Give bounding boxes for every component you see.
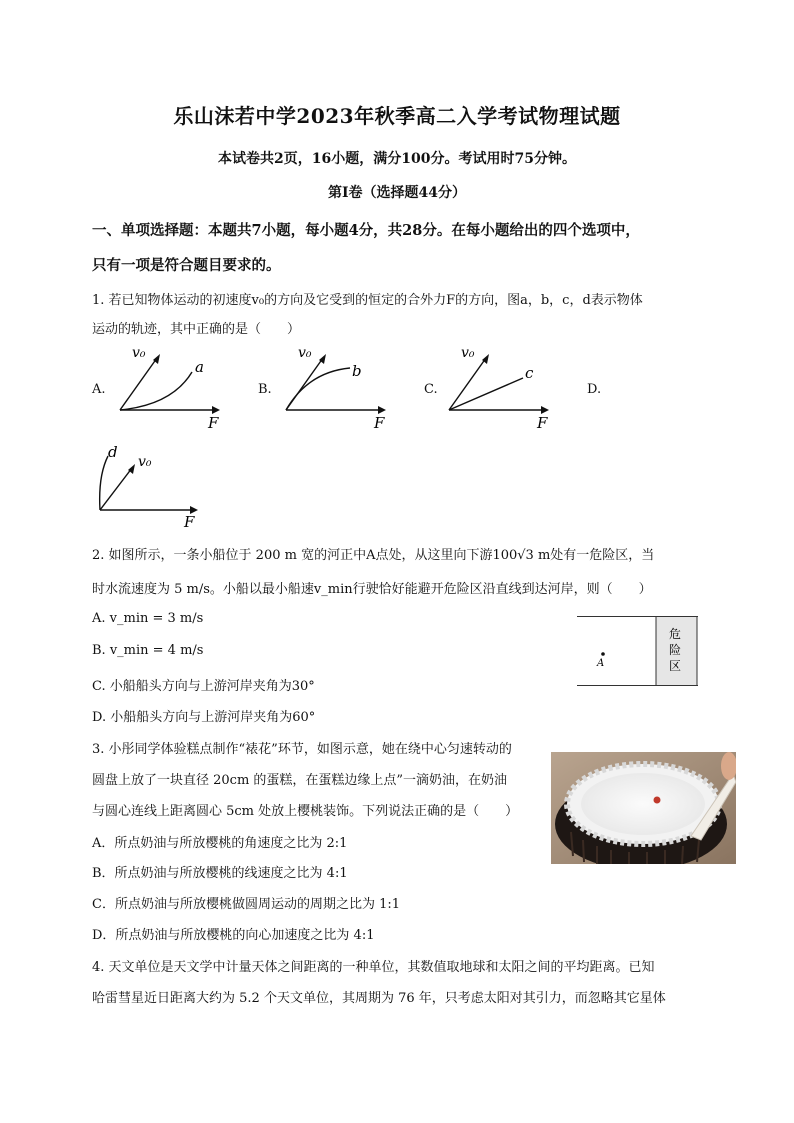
q2-option-b: B. v_min = 4 m/s <box>92 643 204 658</box>
q4-stem-line2: 哈雷彗星近日距离大约为 5.2 个天文单位，其周期为 76 年，只考虑太阳对其引力，而忽略其它星体 <box>92 991 666 1006</box>
q3-option-b: B．所点奶油与所放樱桃的线速度之比为 4:1 <box>92 866 348 881</box>
q3-option-d: D．所点奶油与所放樱桃的向心加速度之比为 4:1 <box>92 928 375 943</box>
q2-option-d: D. 小船船头方向与上游河岸夹角为60° <box>92 710 316 725</box>
q2-stem-line2: 时水流速度为 5 m/s。小船以最小船速v_min行驶恰好能避开危险区沿直线到达河岸，则（ ） <box>92 582 652 597</box>
q1-diagram-b <box>278 340 393 432</box>
q2-option-c: C. 小船船头方向与上游河岸夹角为30° <box>92 679 315 694</box>
q2-stem-line1: 2. 如图所示，一条小船位于 200 m 宽的河正中A点处，从这里向下游100√3 m处有一危险区，当 <box>92 548 655 563</box>
q1-diagram-a <box>112 340 227 432</box>
q1-b-force-label: F <box>374 414 385 432</box>
q1-c-curve-label: c <box>525 364 534 382</box>
q1-option-c: C. <box>424 382 438 397</box>
danger-char-3: 区 <box>669 659 682 673</box>
section-heading-line1: 一、单项选择题：本题共7小题，每小题4分，共28分。在每小题给出的四个选项中， <box>92 222 640 239</box>
point-a-marker <box>601 652 605 656</box>
q4-stem-line1: 4. 天文单位是天文学中计量天体之间距离的一种单位，其数值取地球和太阳之间的平均距离。已知 <box>92 960 655 975</box>
q1-c-v0-label: v₀ <box>461 345 475 361</box>
q1-d-curve-label: d <box>108 443 118 461</box>
q1-diagram-d <box>92 440 212 532</box>
danger-char-2: 险 <box>669 643 682 657</box>
section-heading-line2: 只有一项是符合题目要求的。 <box>92 257 281 274</box>
q2-river-diagram <box>577 616 698 686</box>
q1-b-curve-label: b <box>352 362 362 380</box>
q1-c-force-label: F <box>537 414 548 432</box>
q1-d-v0-label: v₀ <box>138 454 152 470</box>
q3-stem-line3: 与圆心连线上距离圆心 5cm 处放上樱桃装饰。下列说法正确的是（ ） <box>92 804 519 819</box>
q3-option-c: C．所点奶油与所放樱桃做圆周运动的周期之比为 1:1 <box>92 897 401 912</box>
q3-stem-line2: 圆盘上放了一块直径 20cm 的蛋糕，在蛋糕边缘上点”一滴奶油，在奶油 <box>92 773 508 788</box>
q1-option-d: D. <box>587 382 602 397</box>
q3-stem-line1: 3. 小彤同学体验糕点制作“裱花”环节，如图示意，她在绕中心匀速转动的 <box>92 742 512 757</box>
q1-option-b: B. <box>258 382 272 397</box>
q3-cake-photo <box>551 752 736 864</box>
q1-stem-line2: 运动的轨迹，其中正确的是（ ） <box>92 322 301 337</box>
q1-b-v0-label: v₀ <box>298 345 312 361</box>
q3-option-a: A．所点奶油与所放樱桃的角速度之比为 2:1 <box>92 836 348 851</box>
q1-a-force-label: F <box>208 414 219 432</box>
q1-diagram-c <box>441 340 556 432</box>
page-title: 乐山沫若中学2023年秋季高二入学考试物理试题 <box>173 104 621 128</box>
q1-option-a: A. <box>92 382 106 397</box>
exam-info: 本试卷共2页，16小题，满分100分。考试用时75分钟。 <box>218 151 576 167</box>
part-heading: 第Ⅰ卷（选择题44分） <box>327 185 467 201</box>
q1-a-v0-label: v₀ <box>132 345 146 361</box>
q1-stem-line1: 1. 若已知物体运动的初速度v₀的方向及它受到的恒定的合外力F的方向，图a，b，c，d表示物体 <box>92 293 643 308</box>
q2-option-a: A. v_min = 3 m/s <box>92 611 204 626</box>
q1-d-force-label: F <box>184 513 195 531</box>
q1-a-curve-label: a <box>195 358 204 376</box>
danger-char-1: 危 <box>669 627 682 641</box>
point-a-label: A <box>597 658 605 669</box>
